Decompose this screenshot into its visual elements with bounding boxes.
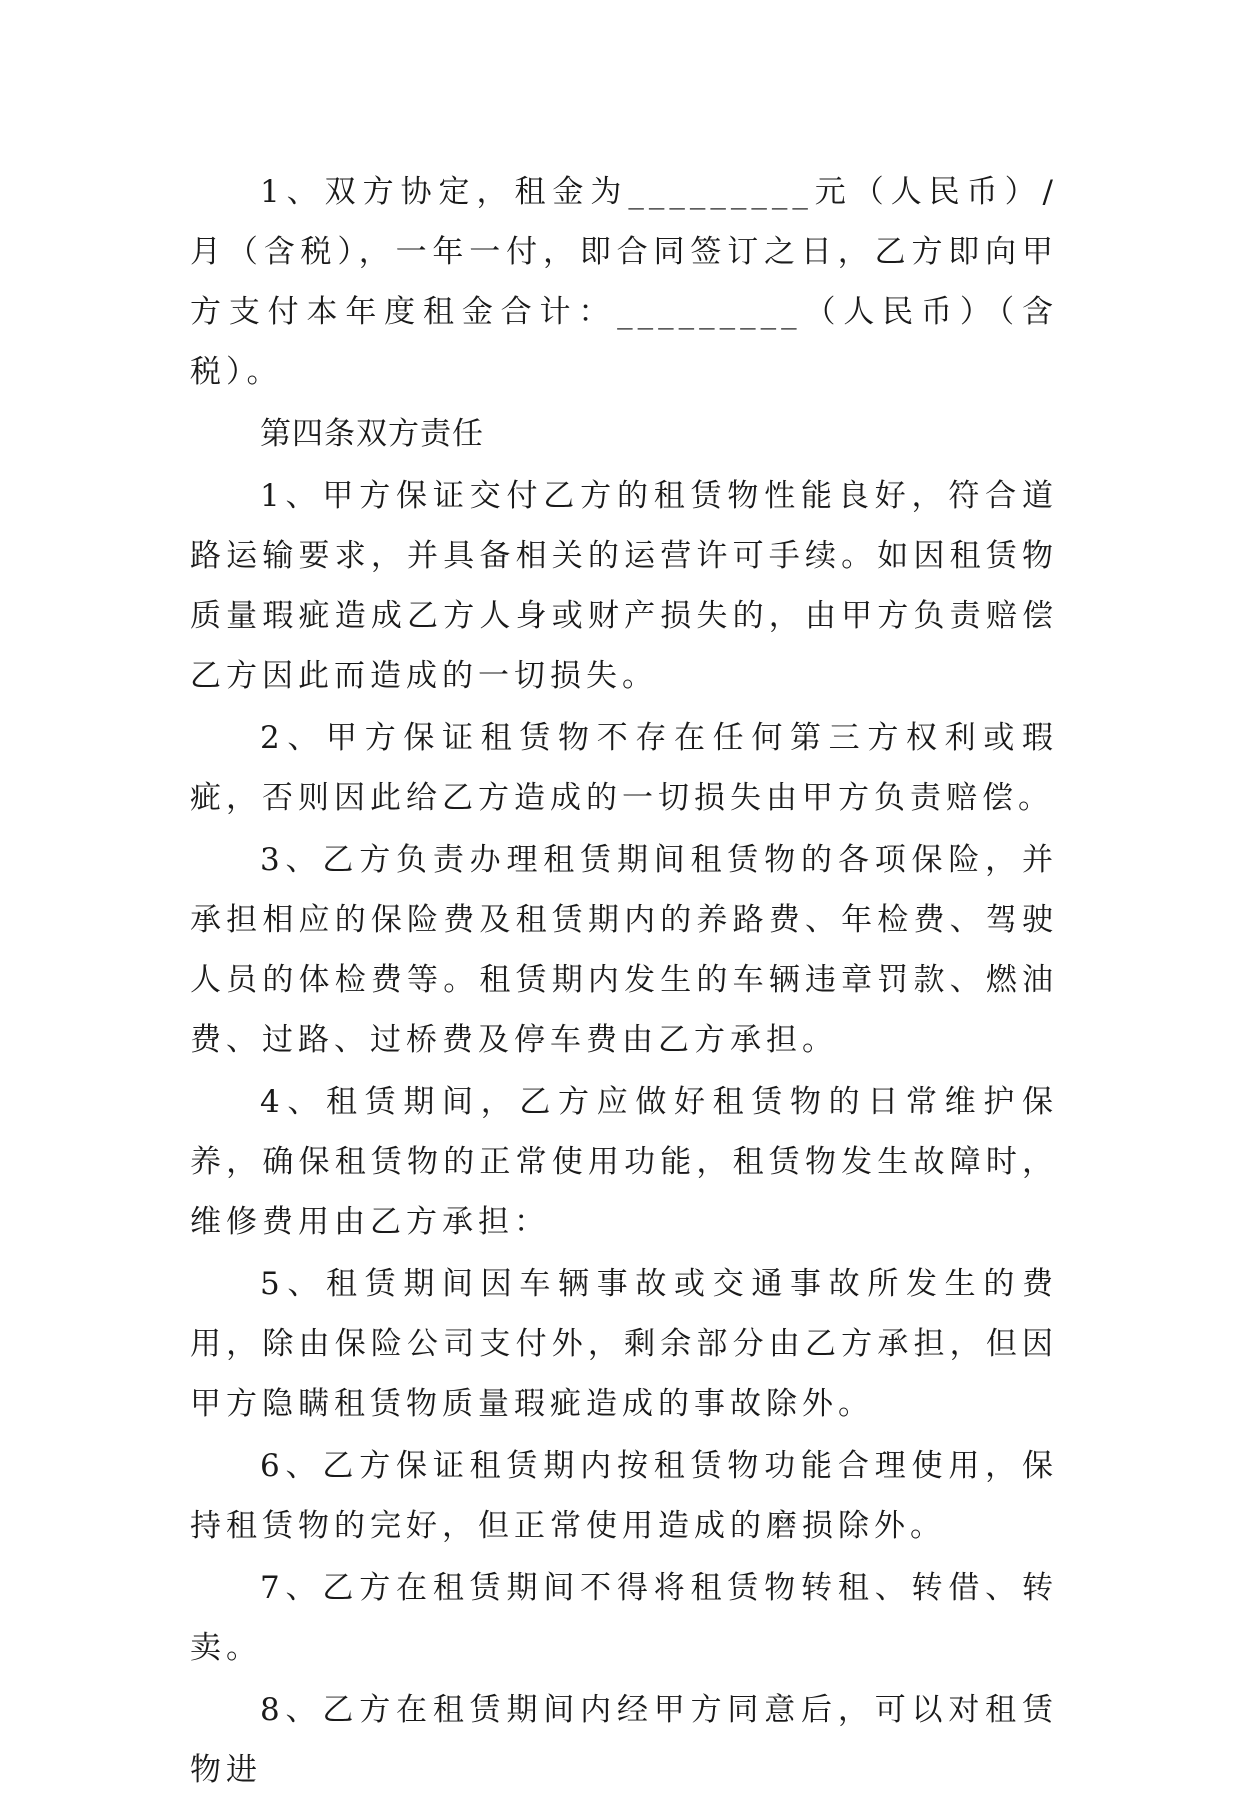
paragraph-clause-2: 2、甲方保证租赁物不存在任何第三方权利或瑕疵，否则因此给乙方造成的一切损失由甲方负责赔偿。 xyxy=(190,720,1058,816)
paragraph-clause-3: 3、乙方负责办理租赁期间租赁物的各项保险，并承担相应的保险费及租赁期内的养路费、年检费、驾驶人员的体检费等。租赁期内发生的车辆违章罚款、燃油费、过路、过桥费及停车费由乙方承担。 xyxy=(190,842,1058,1058)
paragraph-rent-terms: 1、双方协定，租金为_________元（人民币）/月（含税），一年一付，即合同签订之日，乙方即向甲方支付本年度租金合计：_________（人民币）（含税）。 xyxy=(190,174,1058,390)
paragraph-clause-5: 5、租赁期间因车辆事故或交通事故所发生的费用，除由保险公司支付外，剩余部分由乙方承担，但因甲方隐瞒租赁物质量瑕疵造成的事故除外。 xyxy=(190,1266,1058,1422)
section-heading-article-4: 第四条双方责任 xyxy=(260,416,484,452)
document-body xyxy=(190,162,1058,1802)
paragraph-clause-7: 7、乙方在租赁期间不得将租赁物转租、转借、转卖。 xyxy=(190,1570,1058,1666)
paragraph-clause-8: 8、乙方在租赁期间内经甲方同意后，可以对租赁物进 xyxy=(190,1692,1058,1788)
paragraph-clause-4: 4、租赁期间，乙方应做好租赁物的日常维护保养，确保租赁物的正常使用功能，租赁物发生故障时，维修费用由乙方承担： xyxy=(190,1084,1058,1240)
paragraph-clause-1: 1、甲方保证交付乙方的租赁物性能良好，符合道路运输要求，并具备相关的运营许可手续。如因租赁物质量瑕疵造成乙方人身或财产损失的，由甲方负责赔偿乙方因此而造成的一切损失。 xyxy=(190,478,1058,694)
paragraph-clause-6: 6、乙方保证租赁期内按租赁物功能合理使用，保持租赁物的完好，但正常使用造成的磨损除外。 xyxy=(190,1448,1058,1544)
